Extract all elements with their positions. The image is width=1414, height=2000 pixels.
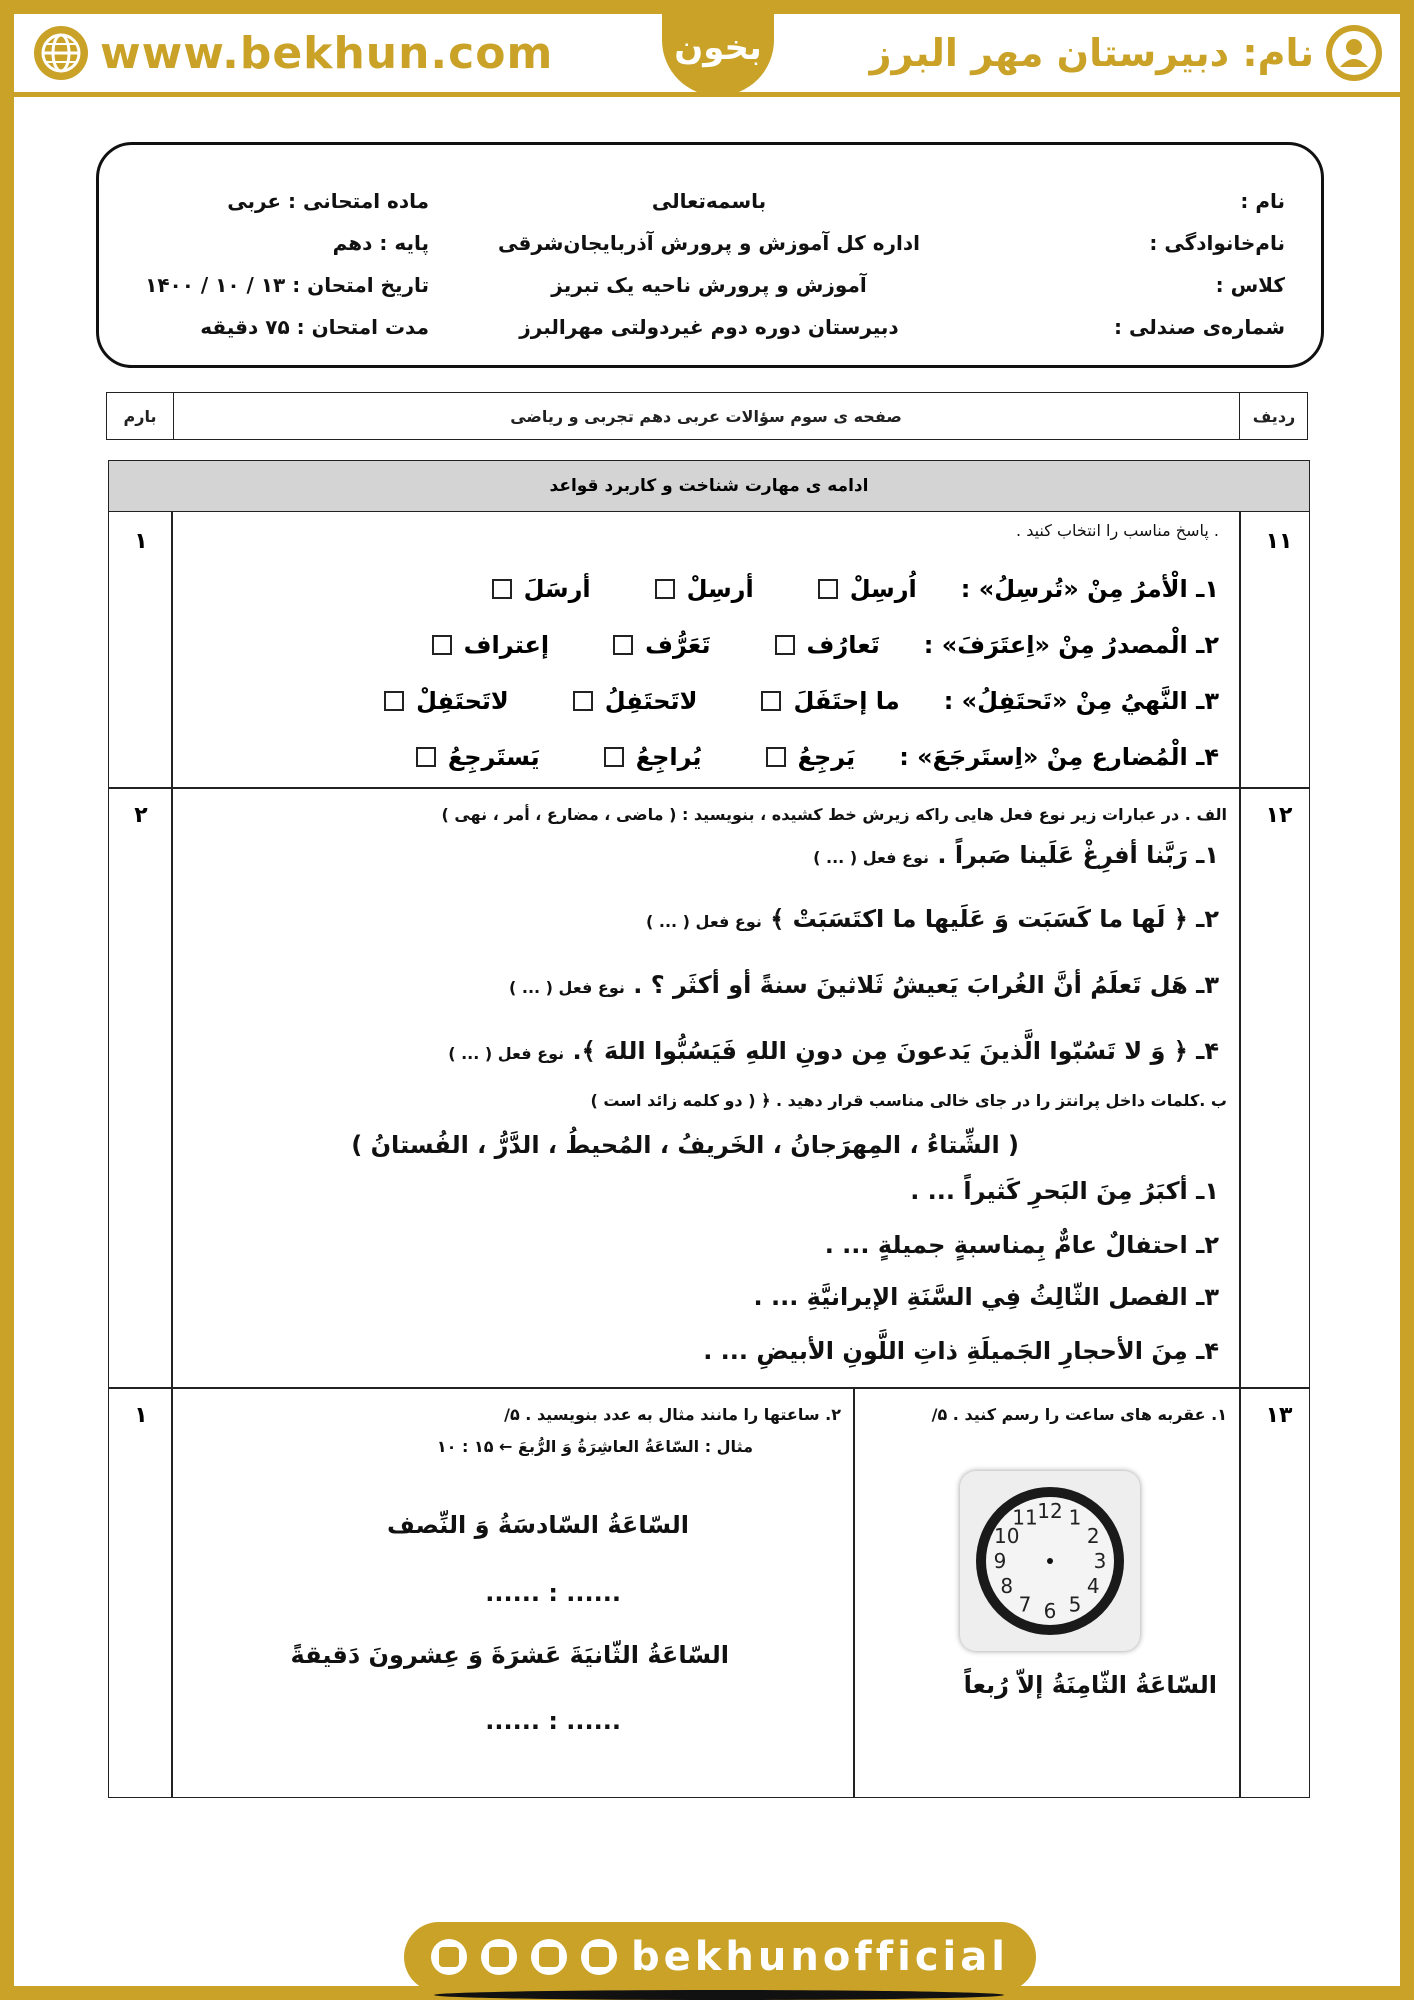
row-divider-12 bbox=[109, 1387, 1309, 1389]
q13-part-1: ۱. عقربه های ساعت را رسم کنید . ۵/ bbox=[931, 1405, 1227, 1424]
q11-stem: ۳ـ النَّهيُ مِنْ «تَحتَفِلُ» : bbox=[943, 687, 1219, 715]
brand-logo: بخون bbox=[662, 0, 774, 96]
clock-number: 10 bbox=[993, 1524, 1020, 1548]
top-bar bbox=[14, 14, 1400, 97]
footer-shadow bbox=[434, 1990, 1004, 2000]
globe-icon bbox=[34, 26, 88, 80]
checkbox[interactable] bbox=[416, 747, 436, 767]
exam-date: تاریخ امتحان : ۱۳ / ۱۰ / ۱۴۰۰ bbox=[145, 273, 429, 297]
family-label: نام‌خانوادگی : bbox=[1149, 231, 1285, 255]
youtube-icon[interactable] bbox=[481, 1939, 517, 1975]
page-title: صفحه ی سوم سؤالات عربی دهم تجربی و ریاضی bbox=[510, 406, 902, 426]
col-divider-barem bbox=[171, 511, 173, 1797]
q12-b-item-4: ۴ـ مِنَ الأحجارِ الجَميلَةِ ذاتِ اللَّونِ الأبيضِ ... . bbox=[703, 1337, 1219, 1365]
aparat-icon[interactable] bbox=[431, 1939, 467, 1975]
site-link[interactable] bbox=[34, 24, 553, 82]
q13-time-1: السّاعَةُ السّادسَةُ وَ النِّصف bbox=[386, 1511, 689, 1539]
option-label: يَرجِعُ bbox=[797, 743, 856, 771]
site-url[interactable]: www.bekhun.com bbox=[100, 27, 554, 79]
school-full-name: دبیرستان دوره دوم غیردولتی مهرالبرز bbox=[519, 315, 899, 339]
section-title: ادامه ی مهارت شناخت و کاربرد قواعد bbox=[109, 461, 1309, 512]
checkbox[interactable] bbox=[432, 635, 452, 655]
option-label: ما إحتَفَلَ bbox=[793, 687, 900, 715]
sentence: ۳ـ هَل تَعلَمُ أنَّ الغُرابَ يَعيشُ ثَلاثينَ سنةً أو أكثَر ؟ . bbox=[633, 971, 1219, 999]
row-divider-11 bbox=[109, 787, 1309, 789]
option-label: تَعَرُّف bbox=[645, 631, 711, 659]
checkbox[interactable] bbox=[655, 579, 675, 599]
clock-number: 1 bbox=[1068, 1505, 1082, 1530]
q12-a-item-3 bbox=[509, 971, 1219, 999]
checkbox[interactable] bbox=[613, 635, 633, 655]
option-label: اُرسِلْ bbox=[849, 575, 917, 603]
checkbox[interactable] bbox=[573, 691, 593, 711]
clock-number: 2 bbox=[1086, 1524, 1100, 1548]
option-label: لاتَحتَفِلْ bbox=[416, 687, 509, 715]
exam-page bbox=[14, 14, 1400, 1986]
telegram-icon[interactable] bbox=[531, 1939, 567, 1975]
q13-blank-1[interactable]: ...... : ...... bbox=[485, 1579, 621, 1607]
clock-number: 5 bbox=[1068, 1592, 1082, 1617]
seat-label: شماره‌ی صندلی : bbox=[1114, 315, 1285, 339]
q12-a-item-4 bbox=[448, 1037, 1219, 1065]
user-icon bbox=[1326, 25, 1382, 81]
q11-item-1 bbox=[492, 575, 1219, 603]
instagram-icon[interactable] bbox=[581, 1939, 617, 1975]
q12-a-item-2 bbox=[646, 905, 1219, 933]
radif-header: ردیف bbox=[1239, 393, 1308, 439]
clock-number: 9 bbox=[993, 1549, 1007, 1573]
checkbox[interactable] bbox=[766, 747, 786, 767]
checkbox[interactable] bbox=[492, 579, 512, 599]
school-name-box bbox=[870, 24, 1382, 82]
page-title-row bbox=[106, 392, 1308, 440]
q13-number: ۱۳ bbox=[1265, 1403, 1293, 1428]
exam-duration: مدت امتحان : ۷۵ دقیقه bbox=[200, 315, 429, 339]
clock-number: 6 bbox=[1043, 1599, 1057, 1623]
checkbox[interactable] bbox=[818, 579, 838, 599]
option-label: أرسَلَ bbox=[523, 575, 591, 603]
clock-number: 7 bbox=[1018, 1592, 1032, 1617]
q13-time-2: السّاعَةُ الثّانيَةَ عَشرَةَ وَ عِشرونَ دَقيقةً bbox=[290, 1641, 729, 1669]
verb-type-blank[interactable]: نوع فعل ( ... ) bbox=[508, 978, 625, 997]
clock-image[interactable] bbox=[960, 1471, 1140, 1651]
q12-score: ۲ bbox=[134, 803, 148, 828]
col-divider-radif bbox=[1239, 511, 1241, 1797]
q13-clock-caption: السّاعَةُ الثّامِنَةُ إلاّ رُبعاً bbox=[963, 1671, 1217, 1699]
q12-part-b: ب .کلمات داخل پرانتز را در جای خالی مناسب قرار دهید . ﴿ ( دو کلمه زائد است ) bbox=[590, 1091, 1227, 1110]
option-label: تَعارُف bbox=[806, 631, 880, 659]
col-divider-q13 bbox=[853, 1387, 855, 1797]
q12-b-item-1: ۱ـ أكبَرُ مِنَ البَحرِ كَثيراً ... . bbox=[910, 1177, 1219, 1205]
verb-type-blank[interactable]: نوع فعل ( ... ) bbox=[448, 1044, 565, 1063]
barem-header: بارم bbox=[107, 393, 174, 439]
question-table bbox=[108, 460, 1310, 1798]
q12-a-item-1 bbox=[813, 841, 1219, 869]
social-handle[interactable]: bekhunofficial bbox=[631, 1934, 1009, 1980]
option-label: أرسِلْ bbox=[686, 575, 754, 603]
q13-blank-2[interactable]: ...... : ...... bbox=[485, 1707, 621, 1735]
subject: ماده امتحانی : عربی bbox=[227, 189, 429, 213]
checkbox[interactable] bbox=[775, 635, 795, 655]
school-name: نام: دبیرستان مهر البرز bbox=[869, 31, 1314, 75]
q13-score: ۱ bbox=[134, 1403, 148, 1428]
option-label: لاتَحتَفِلُ bbox=[604, 687, 698, 715]
q12-b-item-3: ۳ـ الفصل الثّالِثُ فِي السَّنَةِ الإيرانيَّةِ ... . bbox=[753, 1283, 1219, 1311]
sentence: ۴ـ ﴿ وَ لا تَسُبّوا الَّذينَ يَدعونَ مِن دونِ اللهِ فَيَسُبُّوا اللهَ ﴾. bbox=[572, 1037, 1219, 1065]
q12-part-a: الف . در عبارات زیر نوع فعل هایی راکه زیرش خط کشیده ، بنویسید : ( ماضی ، مضارع ، أمر ، نهی ) bbox=[441, 805, 1227, 824]
q11-instruction: . پاسخ مناسب را انتخاب کنید . bbox=[1016, 521, 1219, 540]
q11-stem: ۱ـ الْأمرُ مِنْ «تُرسِلُ» : bbox=[960, 575, 1219, 603]
clock-number: 8 bbox=[1000, 1574, 1014, 1598]
bismillah: باسمه‌تعالی bbox=[651, 189, 767, 213]
q11-score: ۱ bbox=[134, 529, 148, 554]
q13-example: مثال : السّاعَةُ العاشِرَةُ وَ الرُّبعَ ← ۱۵ : ۱۰ bbox=[436, 1437, 753, 1456]
q11-item-2 bbox=[432, 631, 1219, 659]
checkbox[interactable] bbox=[761, 691, 781, 711]
clock-number: 4 bbox=[1086, 1574, 1100, 1598]
verb-type-blank[interactable]: نوع فعل ( ... ) bbox=[813, 848, 930, 867]
option-label: يَستَرجِعُ bbox=[447, 743, 540, 771]
sentence: ۲ـ ﴿ لَها ما كَسَبَت وَ عَلَيها ما اكتَسَبَتْ ﴾ bbox=[770, 905, 1219, 933]
q12-b-item-2: ۲ـ احتفالٌ عامٌّ بِمناسبةٍ جميلةٍ ... . bbox=[824, 1231, 1219, 1259]
clock-number: 3 bbox=[1093, 1549, 1107, 1573]
name-label: نام : bbox=[1240, 189, 1285, 213]
exam-header bbox=[96, 142, 1324, 368]
class-label: کلاس : bbox=[1215, 273, 1285, 297]
clock-number: 11 bbox=[1012, 1505, 1038, 1530]
q13-part-2: ۲. ساعتها را مانند مثال به عدد بنویسید . ۵/ bbox=[504, 1405, 841, 1424]
social-footer[interactable] bbox=[404, 1922, 1036, 1992]
verb-type-blank[interactable]: نوع فعل ( ... ) bbox=[645, 912, 762, 931]
checkbox[interactable] bbox=[384, 691, 404, 711]
district-name: آموزش و پرورش ناحیه یک تبریز bbox=[551, 273, 867, 297]
clock-number: 12 bbox=[1037, 1499, 1063, 1523]
q11-number: ۱۱ bbox=[1265, 529, 1293, 554]
q11-stem: ۴ـ الْمُضارع مِنْ «اِستَرجَعَ» : bbox=[899, 743, 1219, 771]
q12-word-bank: ( الشِّتاءُ ، المِهرَجانُ ، الخَريفُ ، المُحيطُ ، الدَّرُّ ، الفُستانُ ) bbox=[351, 1131, 1019, 1159]
grade: پایه : دهم bbox=[332, 231, 429, 255]
option-label: يُراجِعُ bbox=[635, 743, 702, 771]
sentence: ۱ـ رَبَّنا أفرِغْ عَلَينا صَبراً . bbox=[937, 841, 1219, 869]
office-name: اداره کل آموزش و پرورش آذربایجان‌شرقی bbox=[497, 231, 920, 255]
q11-item-4 bbox=[416, 743, 1219, 771]
checkbox[interactable] bbox=[604, 747, 624, 767]
q11-item-3 bbox=[384, 687, 1219, 715]
option-label: إعتراف bbox=[463, 631, 550, 659]
q12-number: ۱۲ bbox=[1265, 803, 1293, 828]
q11-stem: ۲ـ الْمصدرُ مِنْ «اِعتَرَفَ» : bbox=[923, 631, 1219, 659]
